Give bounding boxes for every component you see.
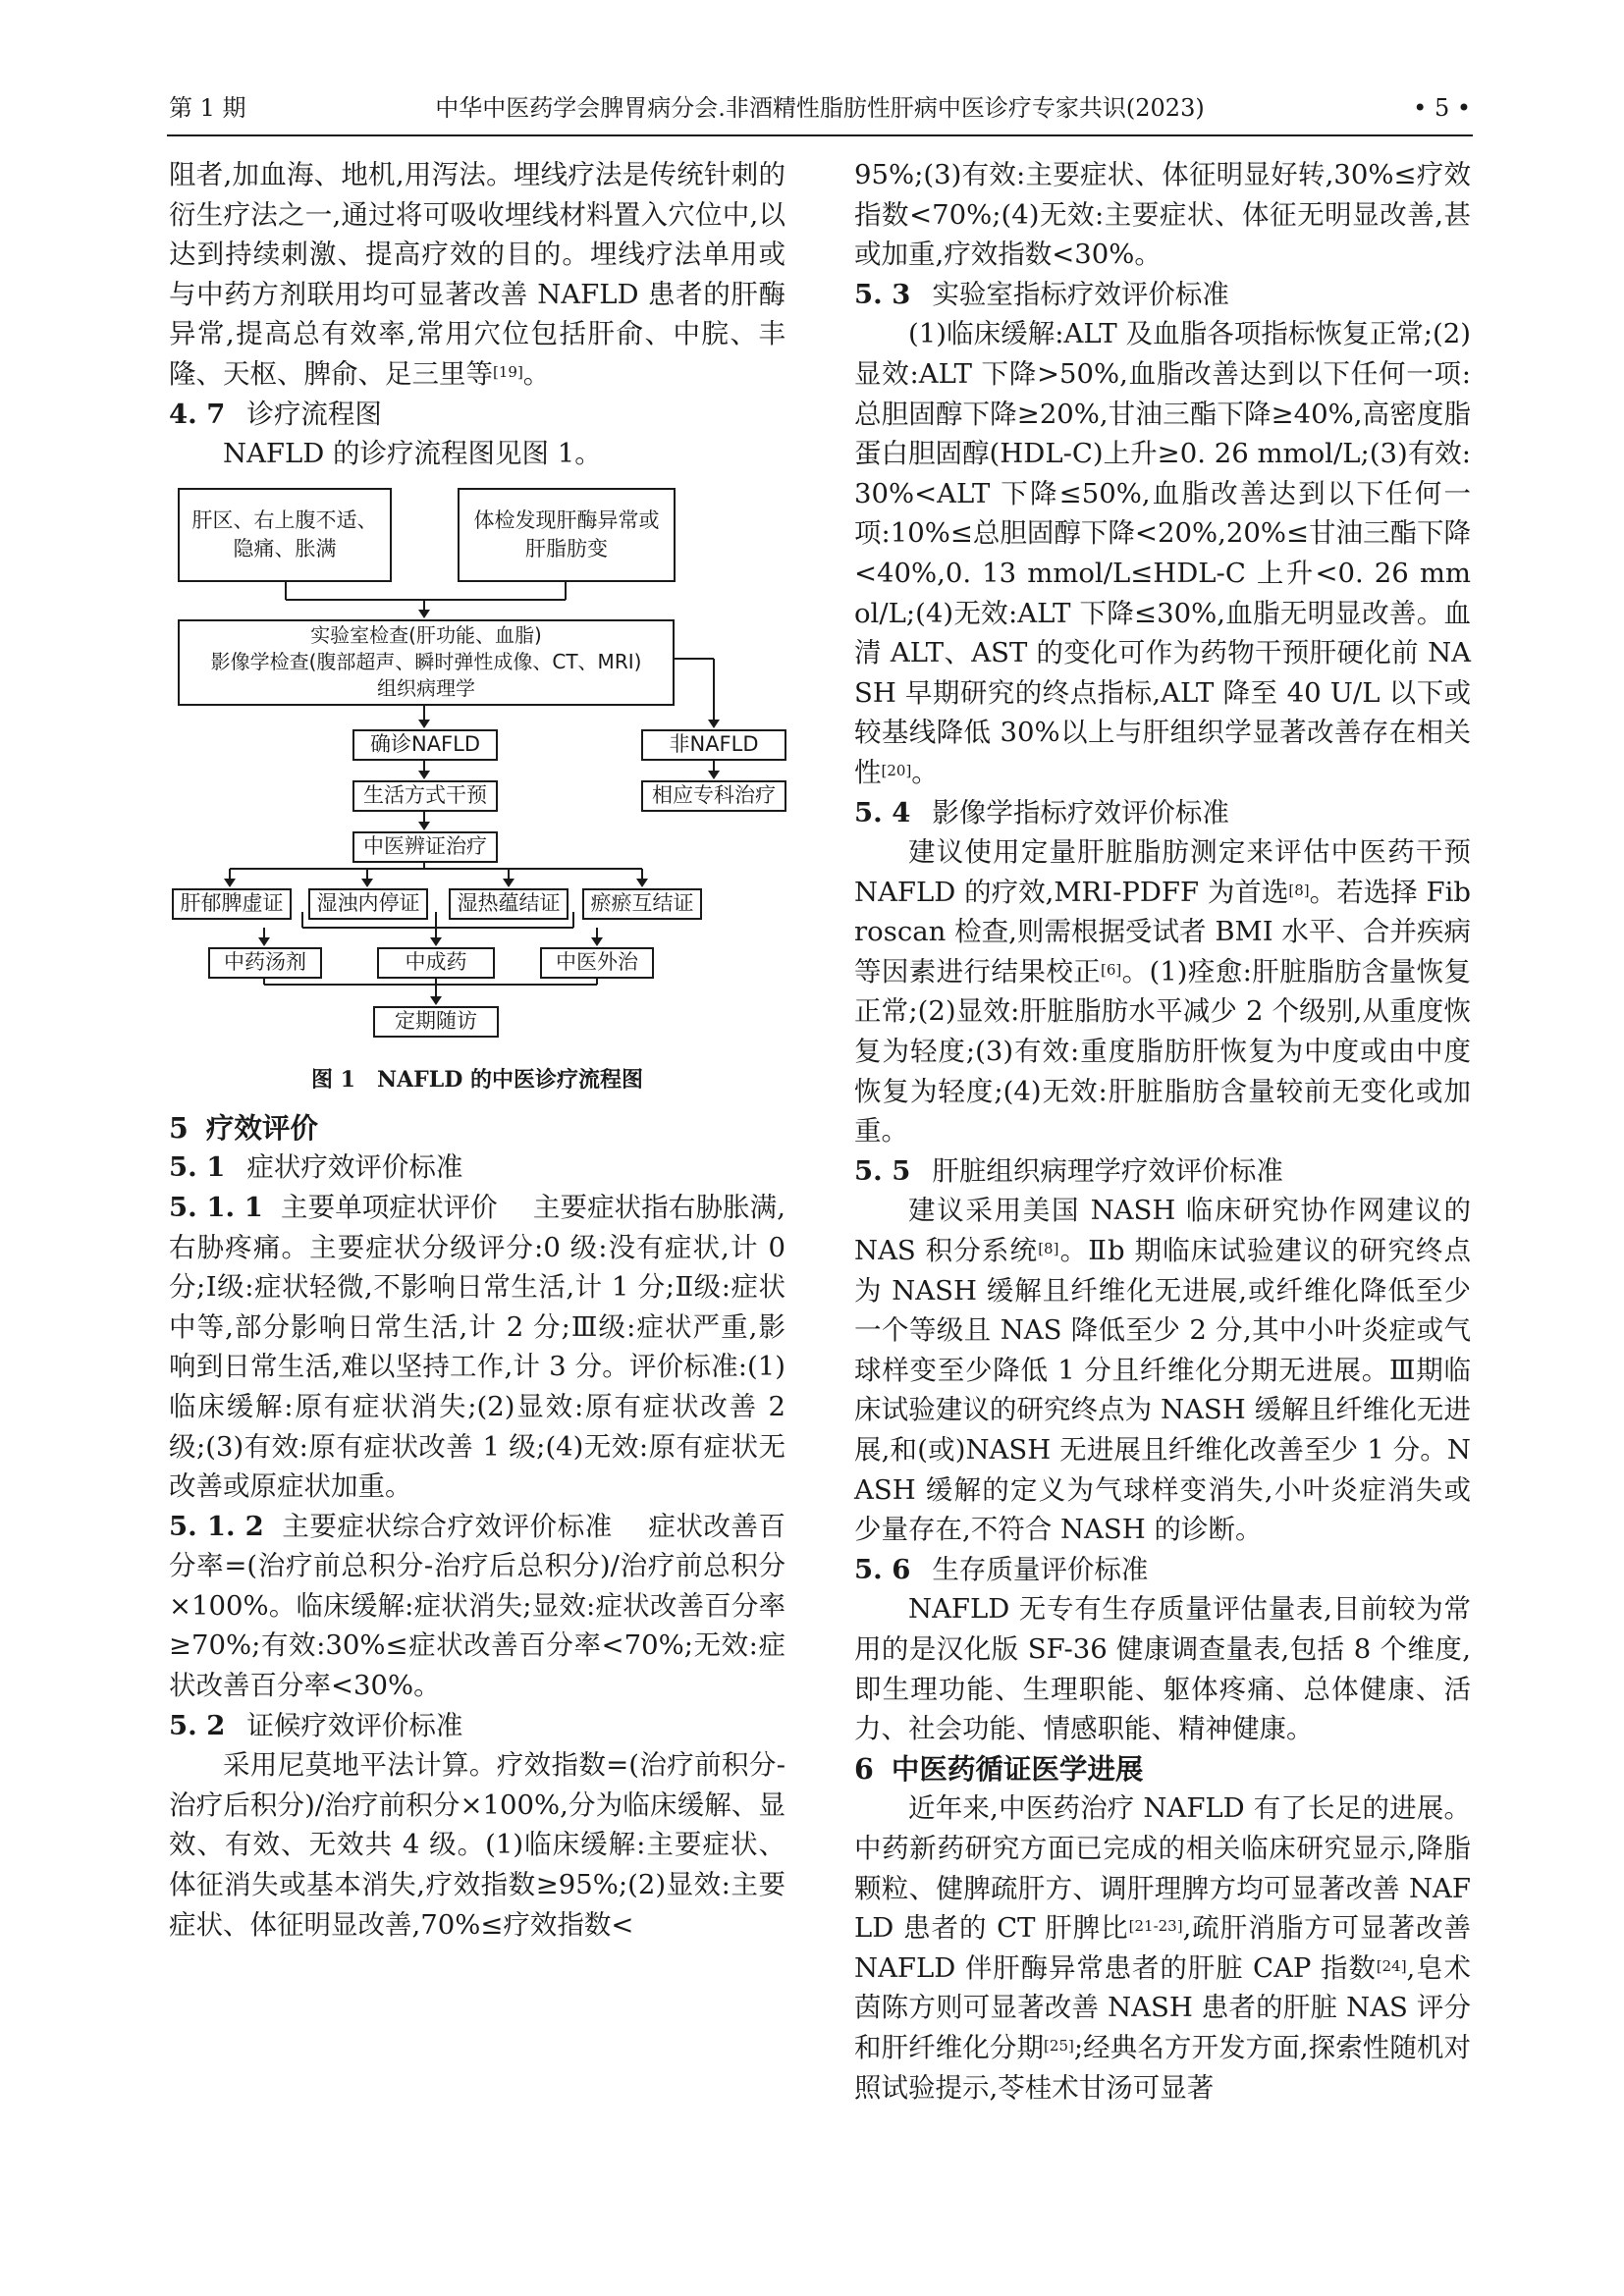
box-external-therapy: 中医外治	[540, 947, 654, 979]
header-rule	[167, 134, 1473, 136]
box-syndrome-damp-turbidity: 湿浊内停证	[308, 888, 428, 920]
paragraph-5-2-continued: 95%;(3)有效:主要症状、体征明显好转,30%≤疗效指数<70%;(4)无效:主要症状、体征无明显改善,甚或加重,疗效指数<30%。	[854, 159, 1471, 271]
box-lifestyle-intervention: 生活方式干预	[352, 780, 498, 812]
citation: [25]	[1044, 2036, 1074, 2055]
citation: [6]	[1101, 960, 1122, 979]
box-syndrome-stasis: 瘀瘀互结证	[582, 888, 702, 920]
section-heading-6: 6 中医药循证医学进展	[854, 1751, 1144, 1786]
paragraph-flow-ref: NAFLD 的诊疗流程图见图 1。	[223, 438, 602, 470]
section-heading-5-2: 5. 2 证候疗效评价标准	[169, 1709, 463, 1741]
citation: [20]	[881, 761, 912, 779]
flowchart-figure	[169, 484, 785, 1222]
box-non-nafld: 非NAFLD	[641, 729, 786, 761]
section-heading-5-6: 5. 6 生存质量评价标准	[854, 1553, 1149, 1585]
box-tcm-differentiation: 中医辨证治疗	[352, 831, 498, 863]
box-syndrome-liver-depression: 肝郁脾虚证	[172, 888, 292, 920]
figure-caption: 图 1 NAFLD 的中医诊疗流程图	[311, 1066, 643, 1093]
paragraph-5-4: 建议使用定量肝脏脂肪测定来评估中医药干预 NAFLD 的疗效,MRI-PDFF 为首选[8]。若选择 Fibroscan 检查,则需根据受试者 BMI 水平、合并疾病等因素进行结果校正[6]。(1)痊愈:肝脏脂肪含量恢复正常;(2)显效:肝脏脂肪水平减少 2 个级别,从重度恢复为轻度;(3)有效:重度脂肪肝恢复为中度或由中度恢复为轻度;(4)无效:肝脏脂肪含量较前无变化或加重。	[854, 836, 1472, 1148]
section-heading-4-7: 4. 7 诊疗流程图	[169, 398, 382, 430]
citation: [21-23]	[1128, 1917, 1183, 1936]
paragraph-5-1-2: 5. 1. 2 主要症状综合疗效评价标准 症状改善百分率=(治疗前总积分-治疗后总积分)/治疗前总积分×100%。临床缓解:症状消失;显效:症状改善百分率≥70%;有效:30%≤症状改善百分率<70%;无效:症状改善百分率<30%。	[169, 1510, 786, 1702]
box-specialist-treatment: 相应专科治疗	[641, 780, 786, 812]
paragraph-acupoint-catgut: 阻者,加血海、地机,用泻法。埋线疗法是传统针刺的衍生疗法之一,通过将可吸收埋线材料置入穴位中,以达到持续刺激、提高疗效的目的。埋线疗法单用或与中药方剂联用均可显著改善 NAFLD 患者的肝酶异常,提高总有效率,常用穴位包括肝俞、中脘、丰隆、天枢、脾俞、足三里等[19]。	[169, 159, 785, 390]
paragraph-5-1-1: 5. 1. 1 主要单项症状评价 主要症状指右胁胀满,右胁疼痛。主要症状分级评分:0 级:没有症状,计 0 分;Ⅰ级:症状轻微,不影响日常生活,计 1 分;Ⅱ级:症状中等,部分影响日常生活,计 2 分;Ⅲ级:症状严重,影响到日常生活,难以坚持工作,计 3 分。评价标准:(1)临床缓解:原有症状消失;(2)显效:原有症状改善 2 级;(3)有效:原有症状改善 1 级;(4)无效:原有症状无改善或原症状加重。	[169, 1191, 786, 1503]
box-syndrome-damp-heat: 湿热蕴结证	[449, 888, 568, 920]
citation: [19]	[493, 362, 523, 381]
right-column	[854, 155, 1471, 2108]
box-symptoms: 肝区、右上腹不适、 隐痛、胀满	[178, 488, 392, 582]
section-heading-5-5: 5. 5 肝脏组织病理学疗效评价标准	[854, 1154, 1283, 1187]
paragraph-5-6: NAFLD 无专有生存质量评估量表,目前较为常用的是汉化版 SF-36 健康调查量表,包括 8 个维度,即生理功能、生理职能、躯体疼痛、总体健康、活力、社会功能、情感职能、精神健康。	[854, 1593, 1471, 1745]
box-checkup-findings: 体检发现肝酶异常或 肝脂肪变	[458, 488, 676, 582]
section-heading-5-4: 5. 4 影像学指标疗效评价标准	[854, 796, 1229, 828]
paragraph-5-5: 建议采用美国 NASH 临床研究协作网建议的 NAS 积分系统[8]。Ⅱb 期临床试验建议的研究终点为 NASH 缓解且纤维化无进展,或纤维化降低至少一个等级且 NAS 降低至少 2 分,其中小叶炎症或气球样变至少降低 1 分且纤维化分期无进展。Ⅲ期临床试验建议的研究终点为 NASH 缓解且纤维化无进展,和(或)NASH 无进展且纤维化改善至少 1 分。NASH 缓解的定义为气球样变消失,小叶炎症消失或少量存在,不符合 NASH 的诊断。	[854, 1195, 1471, 1546]
issue-number: 第 1 期	[169, 94, 246, 122]
section-heading-5-3: 5. 3 实验室指标疗效评价标准	[854, 278, 1229, 310]
left-column	[169, 155, 785, 1945]
paragraph-5-2: 采用尼莫地平法计算。疗效指数=(治疗前积分-治疗后积分)/治疗前积分×100%,分为临床缓解、显效、有效、无效共 4 级。(1)临床缓解:主要症状、体征消失或基本消失,疗效指数≥95%;(2)显效:主要症状、体征明显改善,70%≤疗效指数<	[169, 1749, 785, 1941]
page-number: • 5 •	[1413, 94, 1471, 122]
paragraph-6: 近年来,中医药治疗 NAFLD 有了长足的进展。中药新药研究方面已完成的相关临床研究显示,降脂颗粒、健脾疏肝方、调肝理脾方均可显著改善 NAFLD 患者的 CT 肝脾比[21-23],疏肝消脂方可显著改善 NAFLD 伴肝酶异常患者的肝脏 CAP 指数[24],皂术茵陈方则可显著改善 NASH 患者的肝脏 NAS 评分和肝纤维化分期[25];经典名方开发方面,探索性随机对照试验提示,苓桂术甘汤可显著	[854, 1792, 1471, 2104]
paragraph-5-3: (1)临床缓解:ALT 及血脂各项指标恢复正常;(2)显效:ALT 下降>50%,血脂改善达到以下任何一项:总胆固醇下降≥20%,甘油三酯下降≥40%,高密度脂蛋白胆固醇(HDL-C)上升≥0. 26 mmol/L;(3)有效:30%<ALT 下降≤50%,血脂改善达到以下任何一项:10%≤总胆固醇下降<20%,20%≤甘油三酯下降<40%,0. 13 mmol/L≤HDL-C 上升<0. 26 mmol/L;(4)无效:ALT 下降≤30%,血脂无明显改善。血清 ALT、AST 的变化可作为药物干预肝硬化前 NASH 早期研究的终点指标,ALT 降至 40 U/L 以下或较基线降低 30%以上与肝组织学显著改善存在相关性[20]。	[854, 318, 1472, 788]
box-patent-medicine: 中成药	[377, 947, 495, 979]
box-examinations: 实验室检查(肝功能、血脂) 影像学检查(腹部超声、瞬时弹性成像、CT、MRI) 组织病理学	[178, 619, 675, 706]
citation: [8]	[1038, 1240, 1059, 1258]
citation: [8]	[1288, 881, 1310, 899]
box-decoction: 中药汤剂	[208, 947, 322, 979]
journal-running-title: 中华中医药学会脾胃病分会.非酒精性脂肪性肝病中医诊疗专家共识(2023)	[435, 94, 1205, 122]
running-header	[169, 93, 1471, 129]
citation: [24]	[1376, 1956, 1407, 1975]
box-follow-up: 定期随访	[373, 1006, 499, 1038]
box-confirmed-nafld: 确诊NAFLD	[352, 729, 498, 761]
section-heading-5: 5 疗效评价	[169, 1110, 318, 1145]
section-heading-5-1: 5. 1 症状疗效评价标准	[169, 1151, 463, 1184]
